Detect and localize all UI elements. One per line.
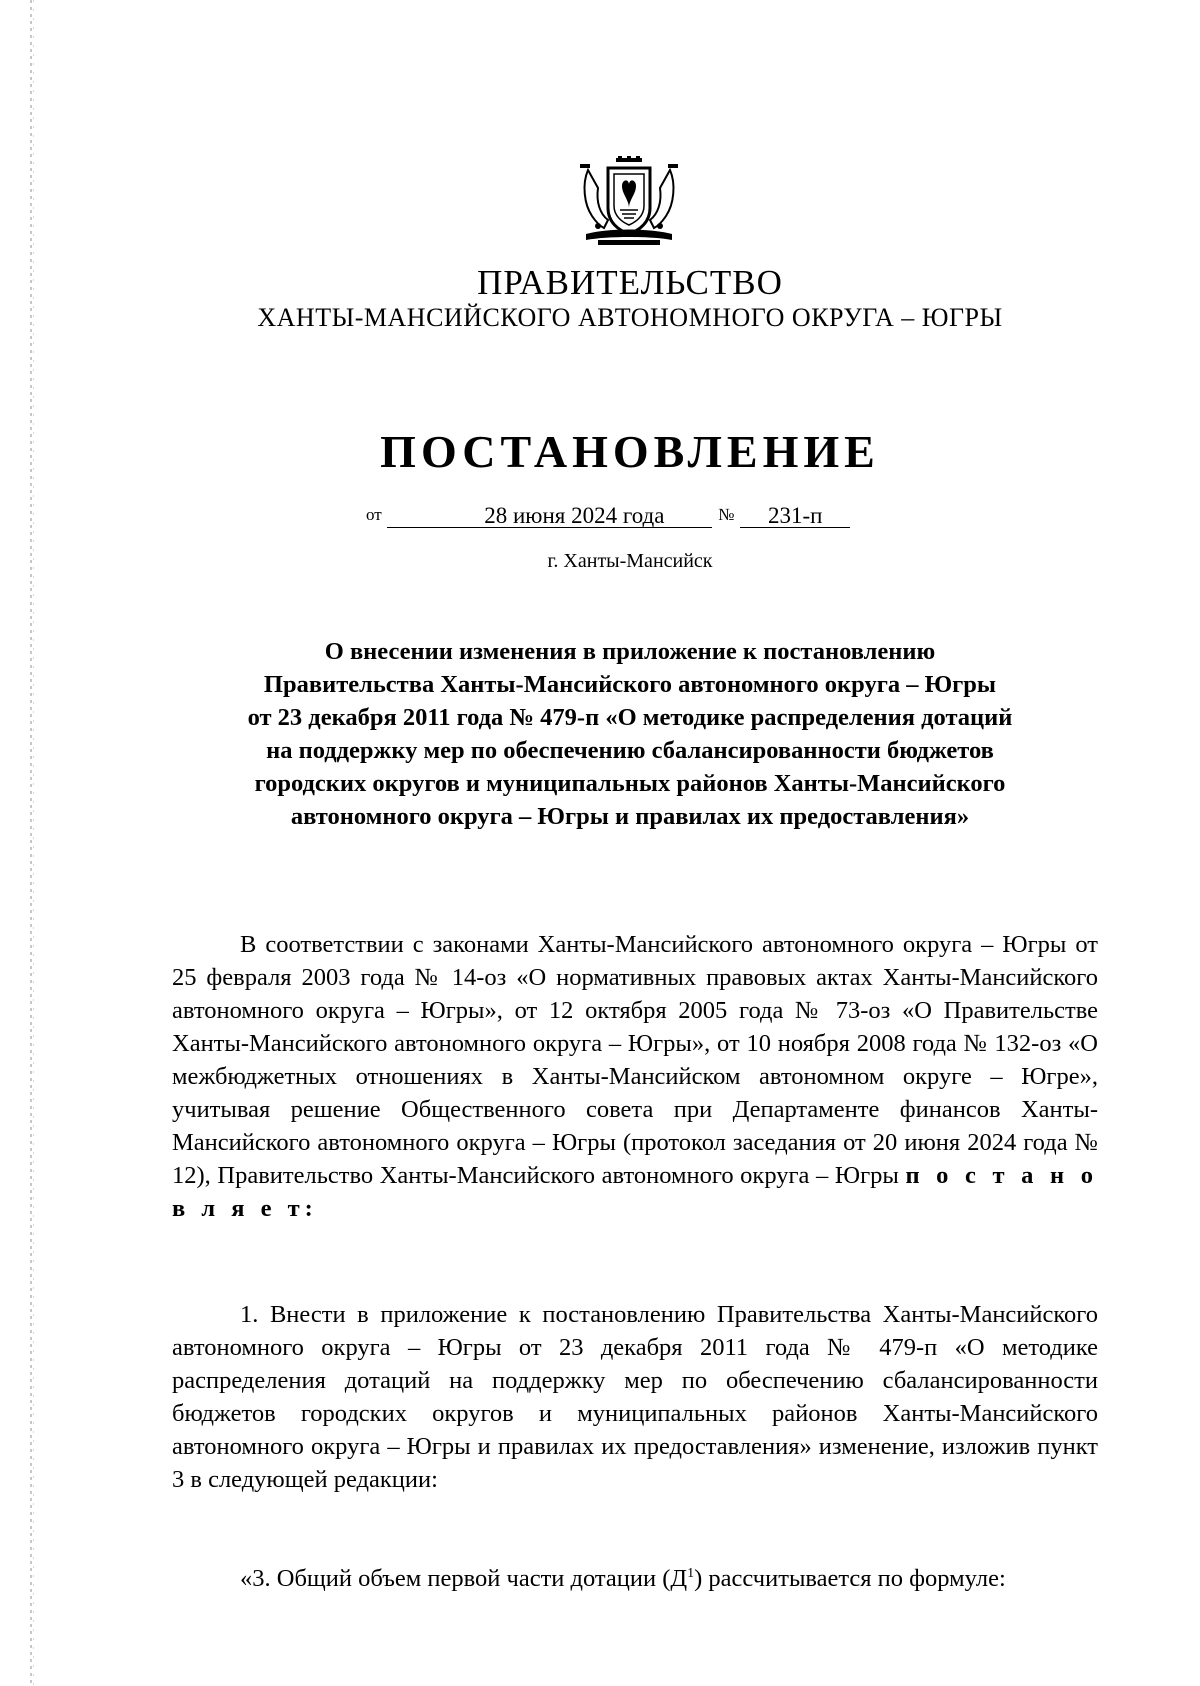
heading-line: О внесении изменения в приложение к постановлению [324, 638, 936, 665]
document-heading [170, 635, 1090, 833]
preamble-paragraph [172, 928, 1098, 1225]
number-value: 231-п [767, 503, 823, 528]
heading-line: Правительства Ханты-Мансийского автономного округа – Югры [263, 671, 997, 698]
document-type: ПОСТАНОВЛЕНИЕ [380, 426, 880, 477]
item-3-superscript: 1 [687, 1565, 695, 1581]
number-prefix: № [718, 505, 735, 524]
registration-line [366, 503, 850, 529]
city-label: г. Ханты-Мансийск [547, 550, 713, 572]
number-field [740, 505, 850, 528]
item-3-paragraph [172, 1562, 1098, 1595]
resolves-word: п о с т а н о в л я е т: [172, 1162, 1098, 1222]
preamble-text: В соответствии с законами Ханты-Мансийского автономного округа – Югры от 25 февраля 2003 года № 14-оз «О нормативных правовых актах Ханты-Мансийского автономного округа – Югры», от 12 октября 2005 года № 73-оз «О Правительстве Ханты-Мансийского автономного округа – Югры», от 10 ноября 2008 года № 132-оз «О межбюджетных отношениях в Ханты-Мансийском автономном округе – Югре», учитывая решение Общественного совета при Департаменте финансов Ханты-Мансийского автономного округа – Югры (протокол заседания от 20 июня 2024 года № 12), Правительство Ханты-Мансийского автономного округа – Югры [172, 931, 1098, 1189]
scan-edge-artifact-secondary [33, 0, 34, 1686]
item-3-text-start: «3. Общий объем первой части дотации (Д [240, 1565, 688, 1592]
date-value: 28 июня 2024 года [484, 503, 665, 528]
heading-line: городских округов и муниципальных районов Ханты-Мансийского [254, 770, 1006, 797]
heading-line: на поддержку мер по обеспечению сбалансированности бюджетов [266, 737, 994, 764]
heading-line: от 23 декабря 2011 года № 479-п «О методике распределения дотаций [247, 704, 1013, 731]
region-title: ХАНТЫ-МАНСИЙСКОГО АВТОНОМНОГО ОКРУГА – ЮГРЫ [257, 303, 1003, 332]
date-prefix: от [366, 505, 382, 524]
heading-line: автономного округа – Югры и правилах их предоставления» [290, 803, 970, 830]
item-3-text-end: ) рассчитывается по формуле: [694, 1565, 1006, 1592]
coat-of-arms-emblem-icon [578, 156, 680, 248]
item-1-paragraph: 1. Внести в приложение к постановлению Правительства Ханты-Мансийского автономного округа – Югры от 23 декабря 2011 года № 479-п «О методике распределения дотаций на поддержку мер по обеспечению сбалансированности бюджетов городских округов и муниципальных районов Ханты-Мансийского автономного округа – Югры и правилах их предоставления» изменение, изложив пункт 3 в следующей редакции: [172, 1301, 1098, 1493]
government-title: ПРАВИТЕЛЬСТВО [477, 263, 783, 302]
date-field [387, 505, 712, 528]
scan-edge-artifact [30, 0, 32, 1686]
